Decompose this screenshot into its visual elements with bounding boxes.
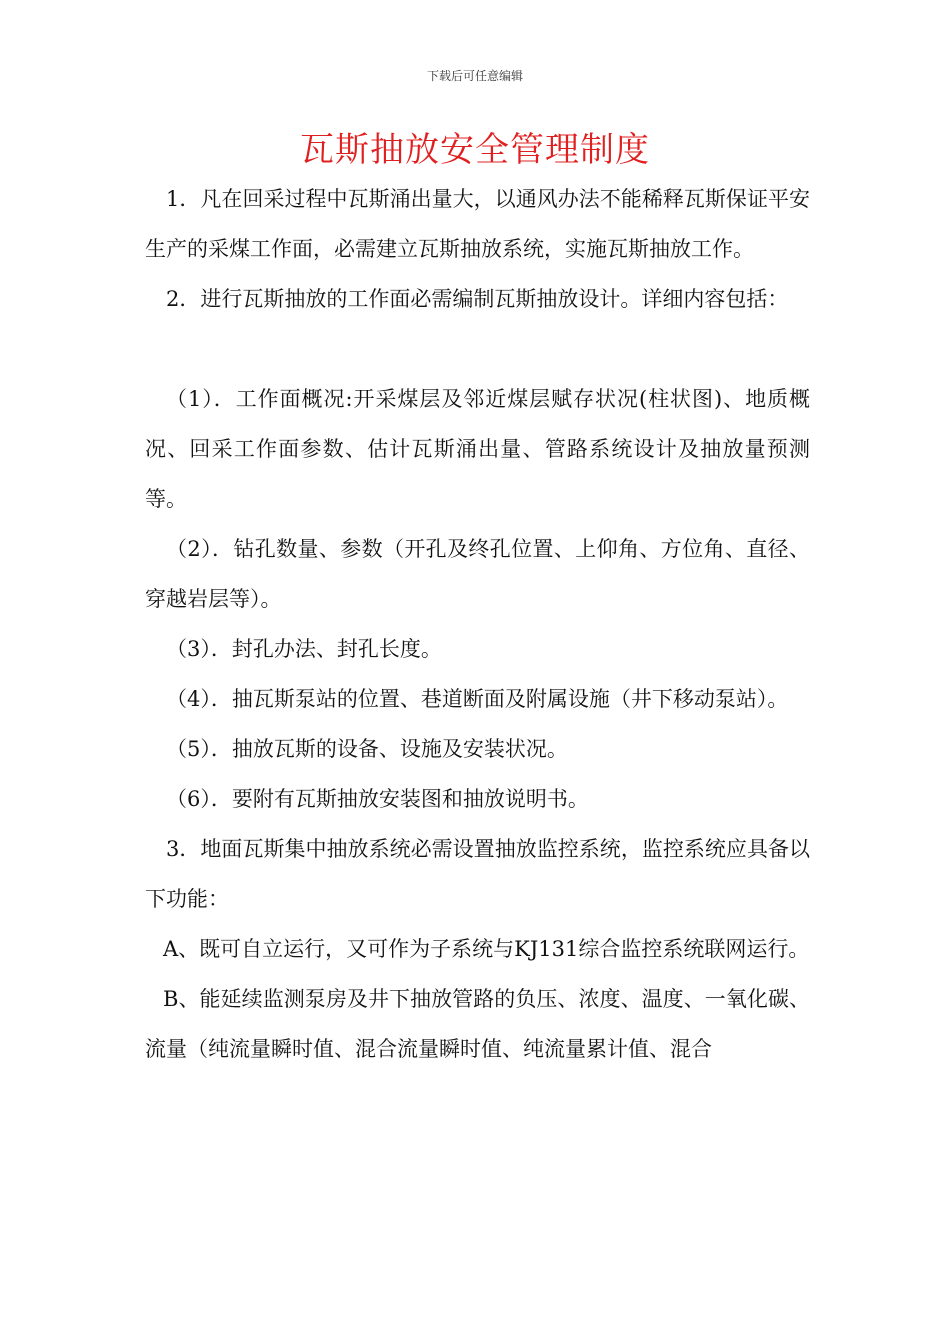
option-b: B、能延续监测泵房及井下抽放管路的负压、浓度、温度、一氧化碳、流量（纯流量瞬时值、混合流量瞬时值、纯流量累计值、混合 <box>145 987 810 1061</box>
sub-item-2: （2）．钻孔数量、参数（开孔及终孔位置、上仰角、方位角、直径、穿越岩层等）。 <box>145 537 810 611</box>
document-body <box>145 174 810 1074</box>
document-title: 瓦斯抽放安全管理制度 <box>300 130 650 170</box>
paragraph-3: 3．地面瓦斯集中抽放系统必需设置抽放监控系统，监控系统应具备以下功能： <box>145 837 810 911</box>
sub-item-1: （1）．工作面概况:开采煤层及邻近煤层赋存状况(柱状图)、地质概况、回采工作面参数、估计瓦斯涌出量、管路系统设计及抽放量预测等。 <box>145 387 810 511</box>
sub-item-5: （5）．抽放瓦斯的设备、设施及安装状况。 <box>166 737 568 761</box>
paragraph-1: 1．凡在回采过程中瓦斯涌出量大，以通风办法不能稀释瓦斯保证平安生产的采煤工作面，必需建立瓦斯抽放系统，实施瓦斯抽放工作。 <box>145 187 810 261</box>
option-a: A、既可自立运行，又可作为子系统与KJ131综合监控系统联网运行。 <box>163 937 810 961</box>
sub-item-4: （4）．抽瓦斯泵站的位置、巷道断面及附属设施（井下移动泵站）。 <box>166 687 789 711</box>
sub-item-3: （3）．封孔办法、封孔长度。 <box>166 637 442 661</box>
header-note: 下载后可任意编辑 <box>426 69 523 83</box>
paragraph-2: 2．进行瓦斯抽放的工作面必需编制瓦斯抽放设计。详细内容包括： <box>166 287 789 311</box>
sub-item-6: （6）．要附有瓦斯抽放安装图和抽放说明书。 <box>166 787 589 811</box>
